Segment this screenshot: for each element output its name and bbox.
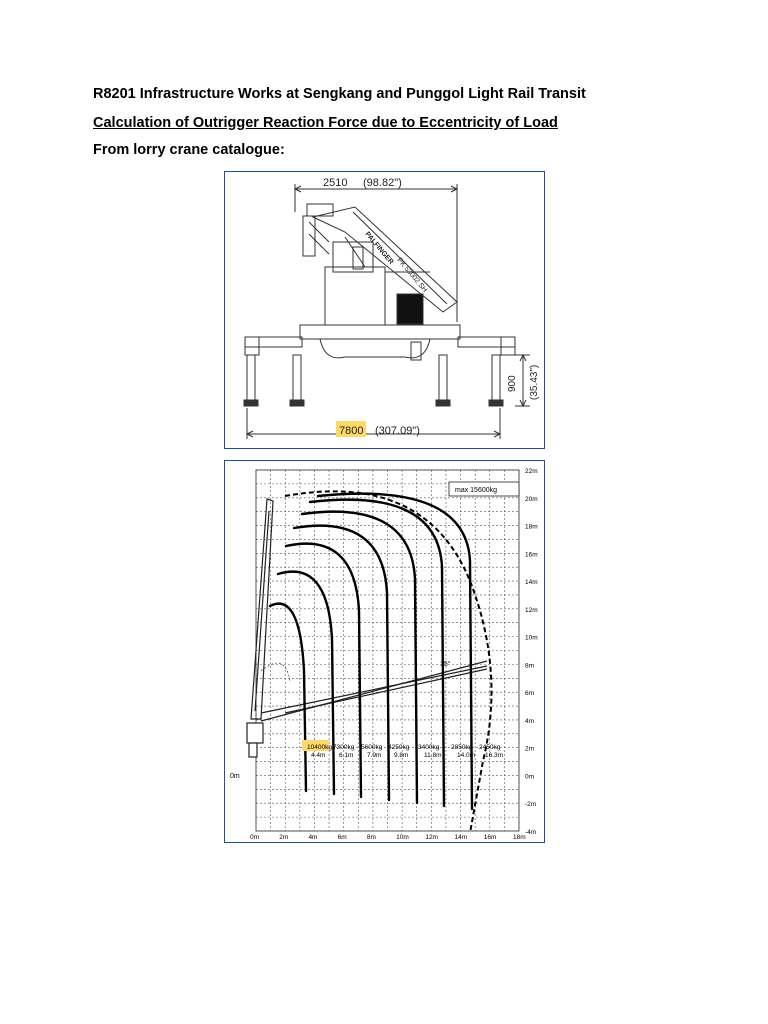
right-axis-tick-label: 20m xyxy=(525,495,538,503)
model-label: PK 53002 SH xyxy=(395,256,429,294)
right-axis-tick-label: -2m xyxy=(525,801,537,809)
right-axis-tick-label: 22m xyxy=(525,468,538,475)
boom-length-value: 2510 xyxy=(323,177,348,189)
angle-label: 15° xyxy=(440,661,451,668)
right-axis-tick-label: 0m xyxy=(525,773,535,781)
outrigger-leg-3 xyxy=(439,355,447,400)
right-axis-tick-label: 14m xyxy=(525,579,538,587)
max-capacity-label: max 15600kg xyxy=(455,487,498,494)
right-axis-tick-label: 4m xyxy=(525,717,535,725)
bottom-axis-tick-label: 8m xyxy=(366,834,376,841)
outrigger-span-inches: (307.09") xyxy=(375,425,420,437)
capacity-load-label: 2850kg xyxy=(451,744,473,751)
right-axis-tick-label: 18m xyxy=(525,523,538,531)
bottom-axis-tick-label: 10m xyxy=(396,834,409,841)
right-axis-tick-label: 10m xyxy=(525,634,538,642)
capacity-reach-label: 11.8m xyxy=(424,752,442,759)
capacity-load-label: 5600kg xyxy=(361,744,383,751)
right-axis-tick-label: 2m xyxy=(525,745,535,753)
calculation-heading: Calculation of Outrigger Reaction Force due to Eccentricity of Load xyxy=(93,115,558,131)
capacity-load-label: 10400kg xyxy=(307,744,332,751)
bottom-axis-tick-label: 6m xyxy=(337,834,347,841)
right-axis-tick-label: 16m xyxy=(525,551,538,559)
crane-frame xyxy=(300,325,460,339)
right-axis-tick-label: 8m xyxy=(525,662,535,670)
bottom-axis-tick-label: 14m xyxy=(454,834,468,841)
capacity-reach-label: 7.9m xyxy=(367,752,382,759)
bottom-axis-tick-label: 18m xyxy=(513,834,526,841)
outrigger-right-beam xyxy=(458,337,515,347)
bottom-axis-tick-label: 16m xyxy=(483,834,497,841)
capacity-reach-label: 4.4m xyxy=(311,752,326,759)
load-curve xyxy=(310,500,444,806)
document-title: R8201 Infrastructure Works at Sengkang and Punggol Light Rail Transit xyxy=(93,86,586,102)
crane-dimension-drawing xyxy=(224,171,545,449)
right-axis-tick-label: -4m xyxy=(525,829,537,836)
capacity-reach-label: 14.0m xyxy=(457,752,476,759)
bottom-axis-tick-label: 4m xyxy=(308,834,318,841)
load-chart-svg xyxy=(225,461,544,842)
capacity-reach-label: 16.3m xyxy=(485,752,504,759)
outrigger-span-value: 7800 xyxy=(339,425,364,437)
control-box xyxy=(397,294,423,324)
outrigger-leg-2 xyxy=(293,355,301,400)
load-chart-figure xyxy=(224,460,545,843)
bottom-axis-tick-label: 2m xyxy=(279,834,289,841)
crane-base-body xyxy=(325,267,385,325)
crane-drawing-svg xyxy=(225,172,544,448)
right-axis-tick-label: 6m xyxy=(525,690,535,698)
capacity-load-label: 3400kg xyxy=(418,744,440,751)
right-axis-tick-label: 12m xyxy=(525,606,538,614)
capacity-reach-label: 6.1m xyxy=(339,752,354,759)
height-value: 900 xyxy=(507,375,518,392)
outrigger-left-beam xyxy=(245,337,302,347)
bottom-axis-tick-label: 12m xyxy=(425,834,438,841)
brand-label: PALFINGER xyxy=(363,230,395,266)
bottom-axis-tick-label: 0m xyxy=(250,834,260,841)
ground-level-label: 0m xyxy=(230,773,240,780)
horizontal-boom-lower xyxy=(261,661,487,721)
height-inches: (35.43") xyxy=(529,364,540,400)
capacity-load-label: 7300kg xyxy=(333,744,355,751)
load-curve xyxy=(270,604,306,791)
intro-text: From lorry crane catalogue: xyxy=(93,142,285,158)
outrigger-leg-4 xyxy=(492,355,500,400)
capacity-reach-label: 9.8m xyxy=(394,752,409,759)
outrigger-leg-1 xyxy=(247,355,255,400)
capacity-load-label: 2450kg xyxy=(479,744,501,751)
capacity-load-label: 4250kg xyxy=(388,744,410,751)
boom-length-inches: (98.82") xyxy=(363,177,402,189)
